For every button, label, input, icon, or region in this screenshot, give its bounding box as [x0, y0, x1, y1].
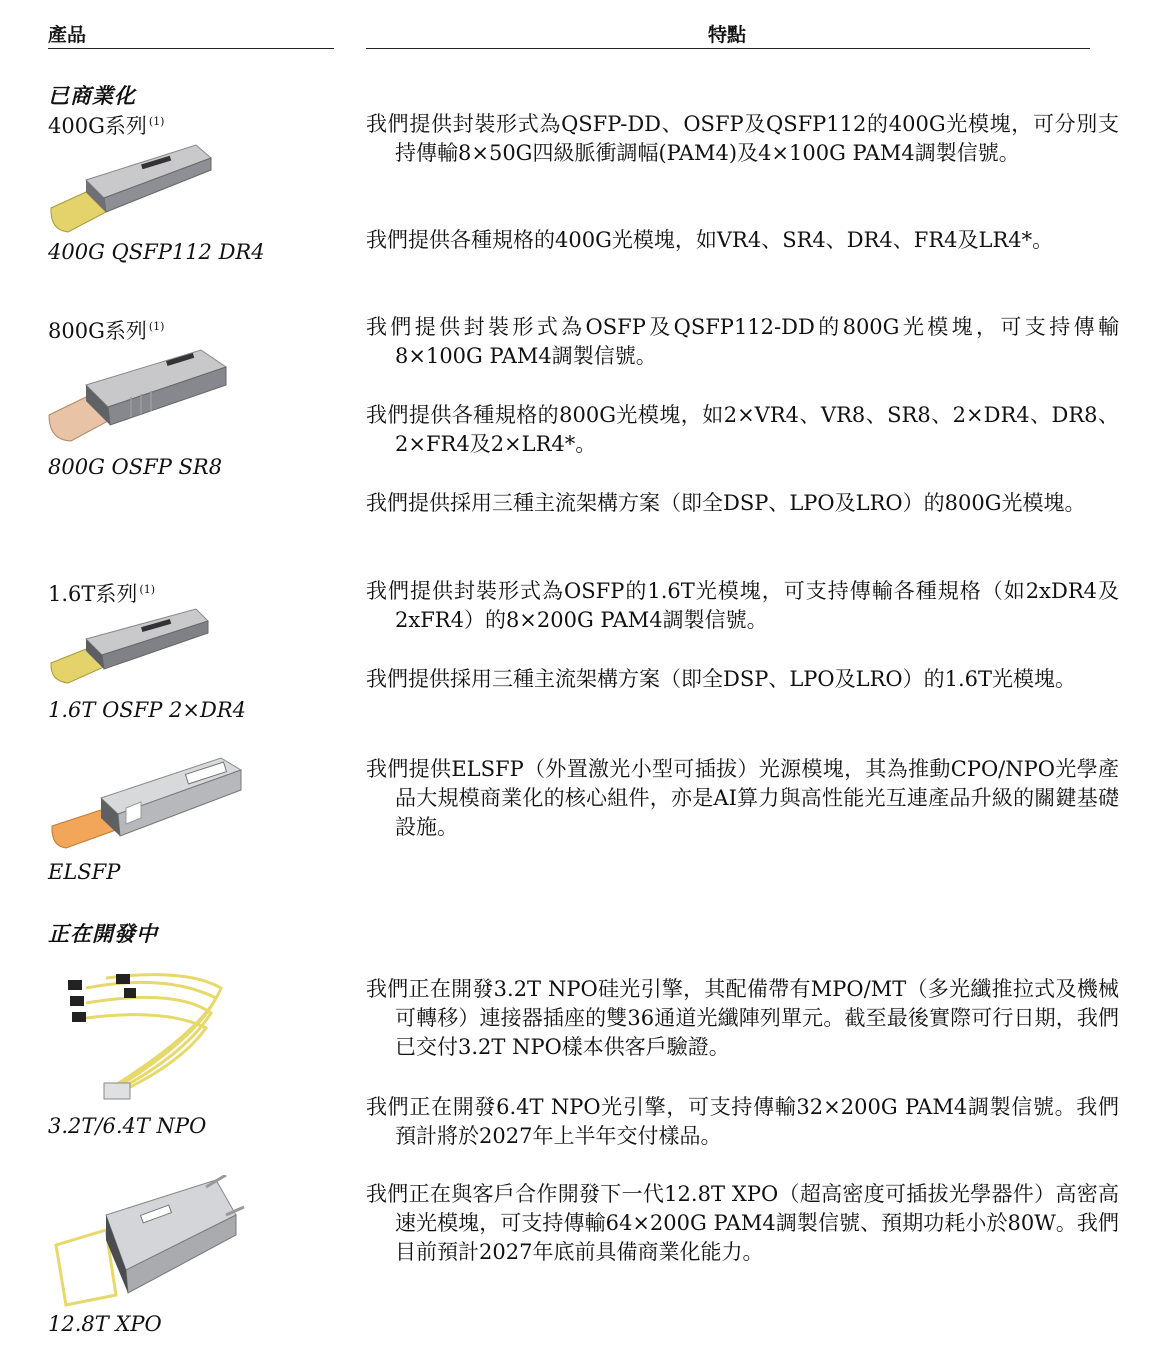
- feature-xpo-1: 我們正在與客戶合作開發下一代12.8T XPO（超高密度可插拔光學器件）高密高速光模塊，可支持傳輸64×200G PAM4調製信號、預期功耗小於80W。我們目前預計2027年底前具備商業化能力。: [366, 1182, 1119, 1264]
- feature-800g-1: 我們提供封裝形式為OSFP及QSFP112-DD的800G光模塊，可支持傳輸8×100G PAM4調製信號。: [366, 315, 1119, 368]
- series-label-400g: 400G系列 $^{(1)}$: [48, 114, 165, 138]
- caption-400g: 400G QSFP112 DR4: [48, 240, 265, 264]
- feature-400g-2: 我們提供各種規格的400G光模塊，如VR4、SR4、DR4、FR4及LR4*。: [366, 228, 1054, 252]
- feature-800g-2: 我們提供各種規格的800G光模塊，如2×VR4、VR8、SR8、2×DR4、DR8、2×FR4及2×LR4*。: [366, 403, 1119, 456]
- column-header-features: 特點: [708, 24, 747, 46]
- elsfp-module-photo-icon: [46, 748, 246, 858]
- npo-fiber-harness-photo-icon: [46, 968, 246, 1108]
- caption-800g: 800G OSFP SR8: [48, 455, 223, 479]
- feature-1-6t-1: 我們提供封裝形式為OSFP的1.6T光模塊，可支持傳輸各種規格（如2xDR4及2xFR4）的8×200G PAM4調製信號。: [366, 579, 1119, 632]
- xpo-module-photo-icon: [46, 1175, 246, 1310]
- header-rule-right: [366, 48, 1090, 49]
- section-title-commercialized: 已商業化: [48, 84, 136, 108]
- feature-1-6t-2: 我們提供採用三種主流架構方案（即全DSP、LPO及LRO）的1.6T光模塊。: [366, 667, 1077, 691]
- column-header-product: 產品: [48, 24, 87, 46]
- caption-npo: 3.2T/6.4T NPO: [48, 1114, 207, 1138]
- caption-elsfp: ELSFP: [48, 860, 121, 884]
- header-rule-left: [48, 48, 334, 49]
- caption-xpo: 12.8T XPO: [48, 1312, 162, 1336]
- osfp-1-6t-module-photo-icon: [46, 605, 246, 687]
- feature-elsfp-1: 我們提供ELSFP（外置激光小型可插拔）光源模塊，其為推動CPO/NPO光學產品大規模商業化的核心組件，亦是AI算力與高性能光互連產品升級的關鍵基礎設施。: [366, 757, 1119, 839]
- feature-npo-2: 我們正在開發6.4T NPO光引擎，可支持傳輸32×200G PAM4調製信號。我們預計將於2027年上半年交付樣品。: [366, 1095, 1119, 1148]
- feature-800g-3: 我們提供採用三種主流架構方案（即全DSP、LPO及LRO）的800G光模塊。: [366, 491, 1086, 515]
- osfp-module-photo-icon: [46, 345, 246, 445]
- series-label-1-6t: 1.6T系列 $^{(1)}$: [48, 582, 155, 606]
- feature-400g-1: 我們提供封裝形式為QSFP-DD、OSFP及QSFP112的400G光模塊，可分別支持傳輸8×50G四級脈衝調幅(PAM4)及4×100G PAM4調製信號。: [366, 112, 1119, 165]
- feature-npo-1: 我們正在開發3.2T NPO硅光引擎，其配備帶有MPO/MT（多光纖推拉式及機械可轉移）連接器插座的雙36通道光纖陣列單元。截至最後實際可行日期，我們已交付3.2T NPO樣本供客戶驗證。: [366, 977, 1119, 1059]
- caption-1-6t: 1.6T OSFP 2×DR4: [48, 698, 247, 722]
- series-label-800g: 800G系列 $^{(1)}$: [48, 319, 165, 343]
- qsfp112-module-photo-icon: [46, 140, 246, 235]
- section-title-developing: 正在開發中: [48, 922, 158, 946]
